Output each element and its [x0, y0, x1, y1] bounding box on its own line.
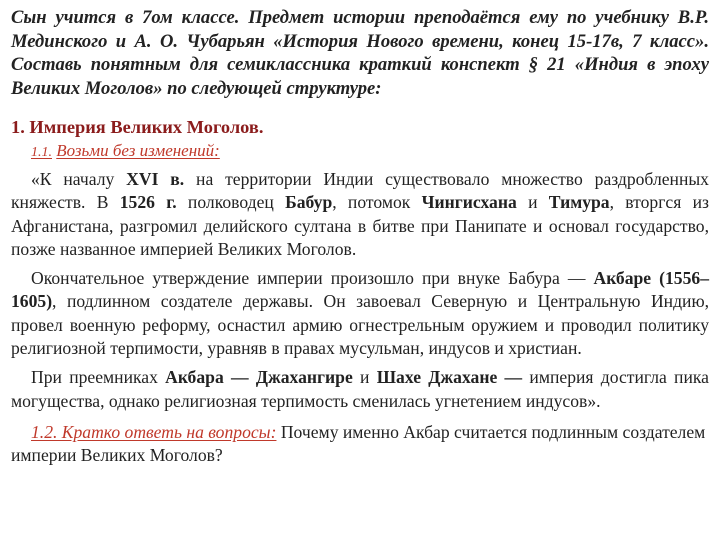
text-run: и	[352, 367, 377, 388]
bold-term: Бабур	[285, 192, 333, 213]
text-run: При преемниках	[31, 367, 166, 388]
bold-term: Тимура	[548, 192, 610, 213]
bold-term: XVI в.	[126, 169, 185, 189]
bold-term: 1526 г.	[119, 192, 177, 213]
subsection-1-1-heading	[31, 140, 709, 164]
text-run: Окончательное утверждение империи произошло при внуке Бабура —	[31, 268, 594, 289]
subsection-1-2-question	[11, 421, 709, 468]
text-run: , подлинном создателе державы. Он завоевал Северную и Центральную Индию, провел военную реформу, оснастил армию огнестрельным оружием и проводил политику религиозной терпимости, уравняв в правах мусульман, индусов и христиан.	[11, 291, 709, 359]
subsection-number: 1.1.	[31, 145, 52, 160]
subsection-1-2-label: 1.2. Кратко ответь на вопросы:	[31, 421, 277, 442]
text-run: полководец	[176, 192, 286, 213]
task-intro: Сын учится в 7ом классе. Предмет истории преподаётся ему по учебнику В.Р. Мединского и А. О. Чубарьян «История Нового времени, конец 15-17в, 7 класс». Составь понятным для семиклассника краткий конспект § 21 «Индия в эпоху Великих Моголов» по следующей структуре:	[11, 7, 709, 99]
text-run: , потомок	[332, 192, 422, 213]
bold-term: Шахе Джахане —	[376, 367, 523, 388]
text-run: империя достигла пика могущества, однако религиозная терпимость сменилась угнетением индусов».	[11, 367, 709, 411]
subsection-label: Возьми без изменений:	[56, 141, 220, 160]
text-run: на территории Индии существовало множество раздробленных княжеств. В	[11, 169, 709, 213]
section-heading: 1. Империя Великих Моголов.	[11, 117, 264, 137]
question-text: Почему именно Акбар считается подлинным создателем империи Великих Моголов?	[11, 421, 706, 466]
quoted-paragraph	[11, 267, 709, 360]
bold-term: Акбара — Джахангире	[165, 367, 353, 388]
bold-term: Чингисхана	[421, 192, 517, 213]
quoted-paragraph	[11, 366, 709, 413]
text-run: и	[516, 192, 549, 213]
quoted-paragraph	[11, 168, 709, 261]
text-run: «К началу	[31, 169, 127, 189]
bold-term: Акбаре (1556–1605)	[11, 268, 709, 312]
text-run: , вторгся из Афганистана, разгромил делийского султана в битве при Панипате и основал государство, позже названное империей Великих Моголов.	[11, 192, 709, 259]
